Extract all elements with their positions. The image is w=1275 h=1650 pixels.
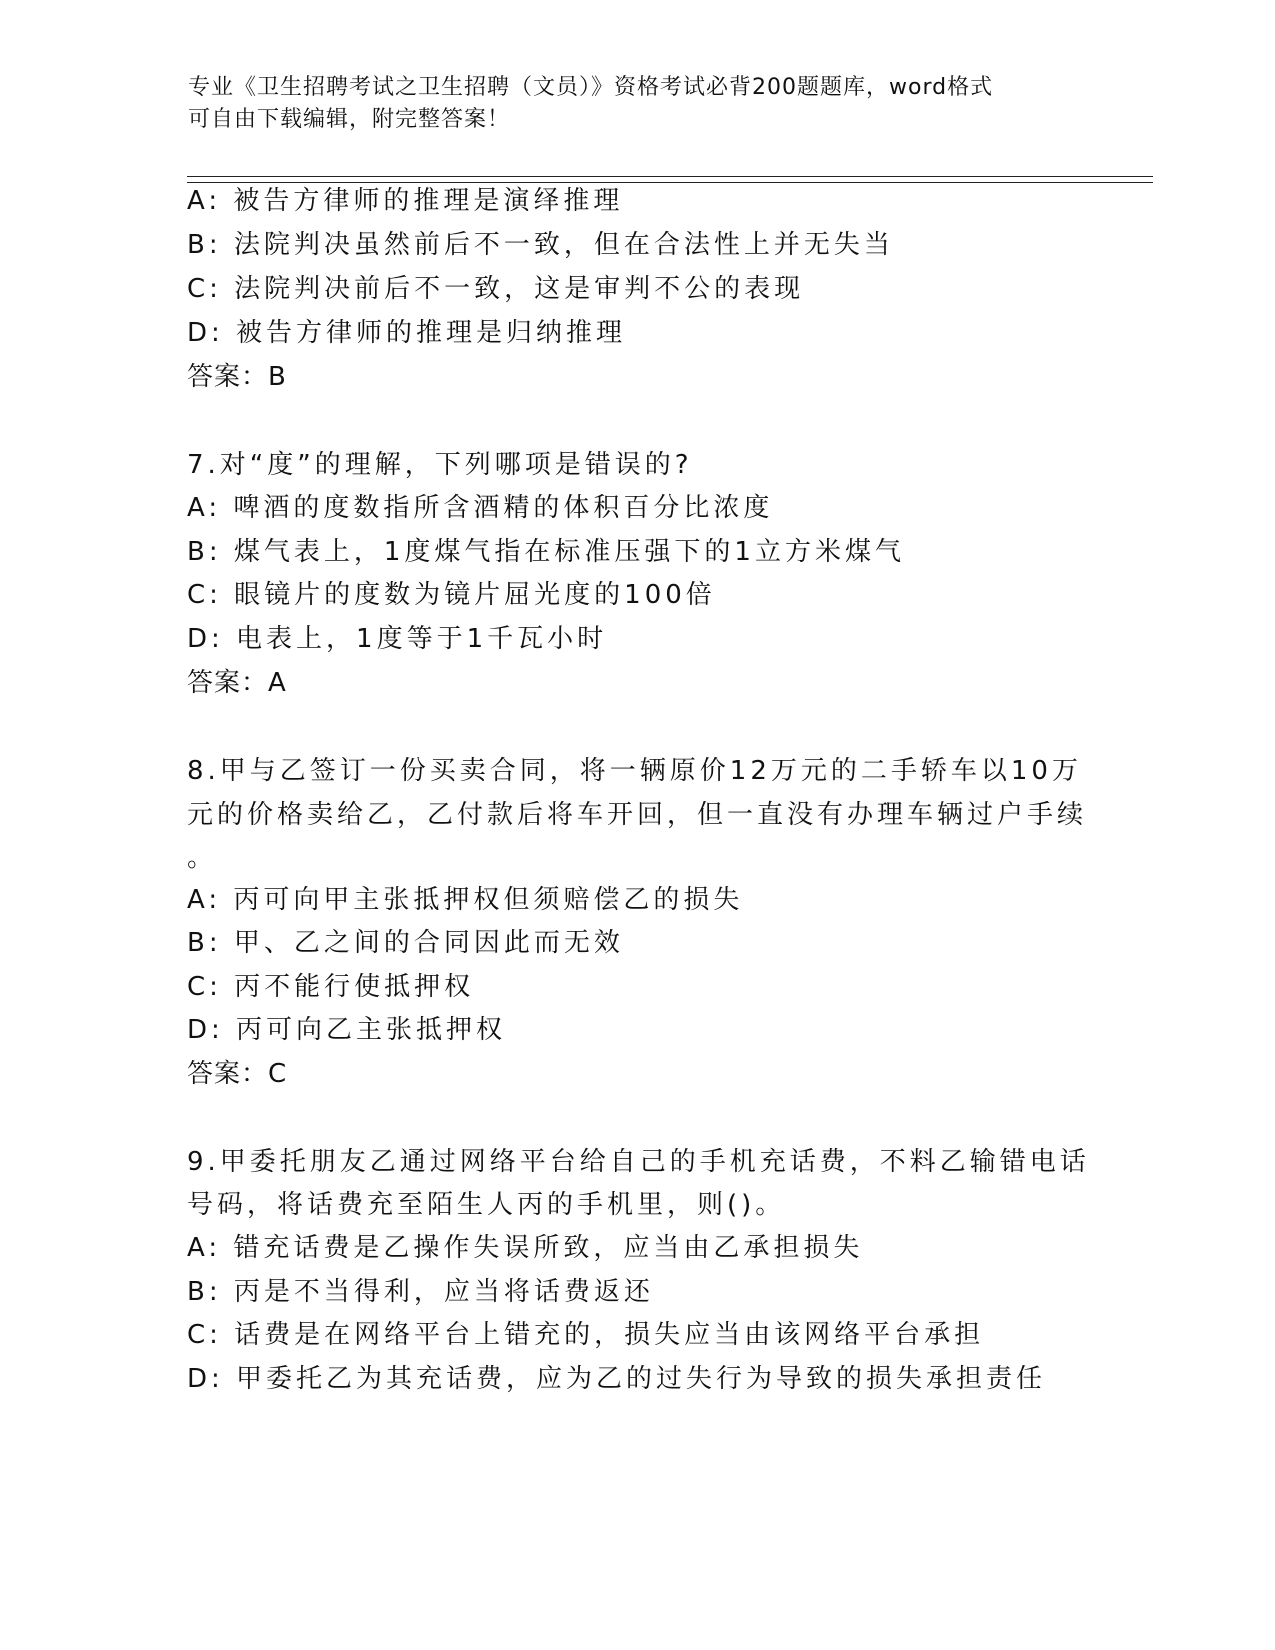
q9-stem-line-1: 9.甲委托朋友乙通过网络平台给自己的手机充话费，不料乙输错电话	[187, 1147, 1090, 1177]
q9-option-a: A: 错充话费是乙操作失误所致，应当由乙承担损失	[187, 1233, 864, 1263]
q6-answer: 答案：B	[187, 362, 287, 392]
q8-option-a: A: 丙可向甲主张抵押权但须赔偿乙的损失	[187, 885, 744, 915]
header-rule-top	[187, 176, 1153, 177]
q6-option-b: B: 法院判决虽然前后不一致，但在合法性上并无失当	[187, 230, 894, 260]
q7-option-d: D: 电表上，1度等于1千瓦小时	[187, 624, 608, 654]
q8-option-c: C: 丙不能行使抵押权	[187, 972, 475, 1002]
document-header	[188, 72, 1068, 136]
q6-option-d: D: 被告方律师的推理是归纳推理	[187, 318, 627, 348]
q7-option-b: B: 煤气表上，1度煤气指在标准压强下的1立方米煤气	[187, 537, 905, 567]
header-line-2: 可自由下载编辑，附完整答案！	[188, 107, 511, 132]
q8-stem-line-1: 8.甲与乙签订一份买卖合同，将一辆原价12万元的二手轿车以10万	[187, 756, 1082, 786]
q8-stem-line-2: 元的价格卖给乙，乙付款后将车开回，但一直没有办理车辆过户手续	[187, 800, 1088, 830]
q9-option-b: B: 丙是不当得利，应当将话费返还	[187, 1277, 654, 1307]
q6-option-a: A: 被告方律师的推理是演绎推理	[187, 186, 624, 216]
q6-option-c: C: 法院判决前后不一致，这是审判不公的表现	[187, 274, 805, 304]
q8-answer: 答案：C	[187, 1059, 288, 1089]
q8-option-d: D: 丙可向乙主张抵押权	[187, 1015, 507, 1045]
q7-stem-line-1: 7.对“度”的理解，下列哪项是错误的?	[187, 450, 693, 480]
q8-stem-line-3: 。	[187, 843, 218, 873]
header-line-1: 专业《卫生招聘考试之卫生招聘（文员）》资格考试必背200题题库，word格式	[188, 75, 994, 100]
q7-option-a: A: 啤酒的度数指所含酒精的体积百分比浓度	[187, 493, 774, 523]
q9-stem-line-2: 号码，将话费充至陌生人丙的手机里，则()。	[187, 1190, 786, 1220]
header-rule-bottom	[187, 182, 1153, 183]
q7-answer: 答案：A	[187, 668, 287, 698]
q7-option-c: C: 眼镜片的度数为镜片屈光度的100倍	[187, 580, 716, 610]
q9-option-c: C: 话费是在网络平台上错充的，损失应当由该网络平台承担	[187, 1320, 985, 1350]
q9-option-d: D: 甲委托乙为其充话费，应为乙的过失行为导致的损失承担责任	[187, 1364, 1047, 1394]
q8-option-b: B: 甲、乙之间的合同因此而无效	[187, 928, 624, 958]
